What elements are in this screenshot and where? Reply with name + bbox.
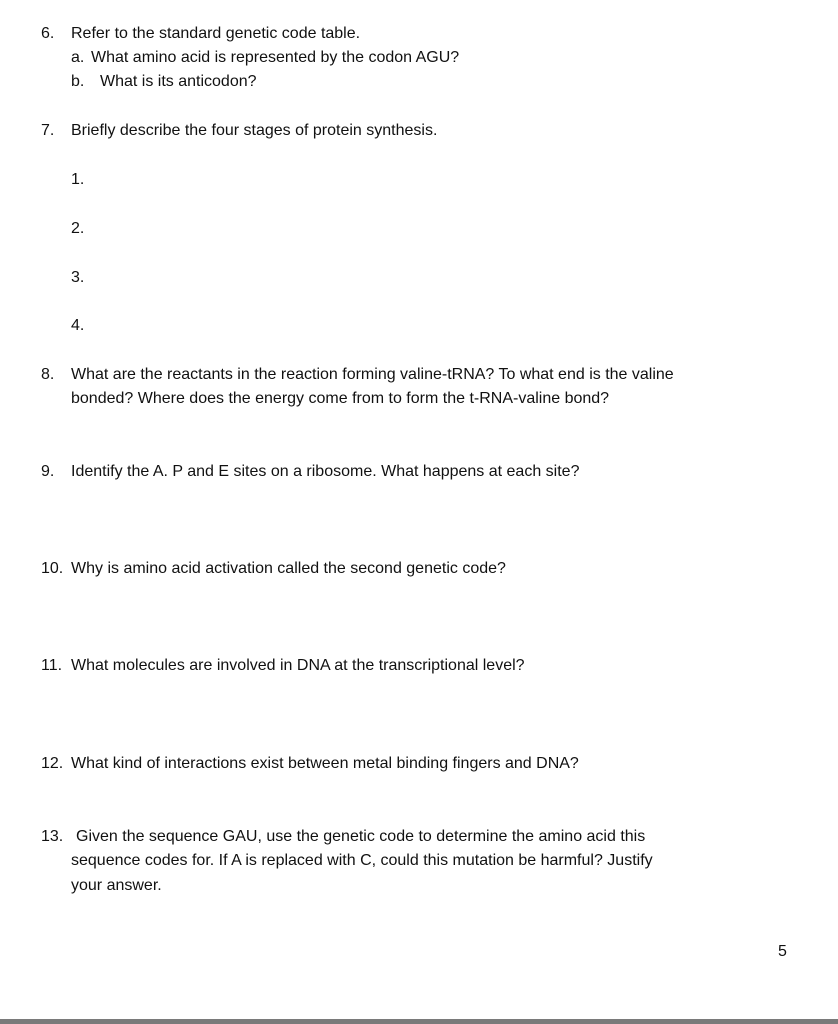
question-text: Identify the A. P and E sites on a ribosome. What happens at each site?	[71, 463, 580, 480]
question-number: 6.	[41, 25, 55, 42]
stage-number: 3.	[71, 269, 85, 286]
question-text: sequence codes for. If A is replaced with C, could this mutation be harmful? Justify	[71, 852, 653, 869]
question-number: 11.	[41, 657, 63, 674]
page-bottom-edge	[0, 1019, 838, 1024]
question-number: 7.	[41, 122, 55, 139]
question-number: 12.	[41, 755, 64, 772]
question-text: your answer.	[71, 877, 162, 894]
question-number: 8.	[41, 366, 55, 383]
stage-number: 4.	[71, 317, 85, 334]
stage-number: 1.	[71, 171, 85, 188]
question-text: Why is amino acid activation called the second genetic code?	[71, 560, 506, 577]
question-number: 9.	[41, 463, 55, 480]
question-number: 10.	[41, 560, 64, 577]
question-text: What are the reactants in the reaction forming valine-tRNA? To what end is the valine	[71, 366, 674, 383]
question-number: 13.	[41, 828, 64, 845]
question-text: bonded? Where does the energy come from to form the t-RNA-valine bond?	[71, 390, 610, 407]
subquestion-label: a.	[71, 49, 85, 66]
page-number: 5	[778, 943, 787, 960]
subquestion-text: What is its anticodon?	[100, 73, 257, 90]
stage-number: 2.	[71, 220, 85, 237]
question-text: Briefly describe the four stages of protein synthesis.	[71, 122, 438, 139]
question-text: What molecules are involved in DNA at the transcriptional level?	[71, 657, 525, 674]
question-text: Given the sequence GAU, use the genetic code to determine the amino acid this	[76, 828, 646, 845]
question-text: What kind of interactions exist between metal binding fingers and DNA?	[71, 755, 579, 772]
subquestion-text: What amino acid is represented by the codon AGU?	[91, 49, 460, 66]
question-text: Refer to the standard genetic code table.	[71, 25, 361, 42]
subquestion-label: b.	[71, 73, 85, 90]
